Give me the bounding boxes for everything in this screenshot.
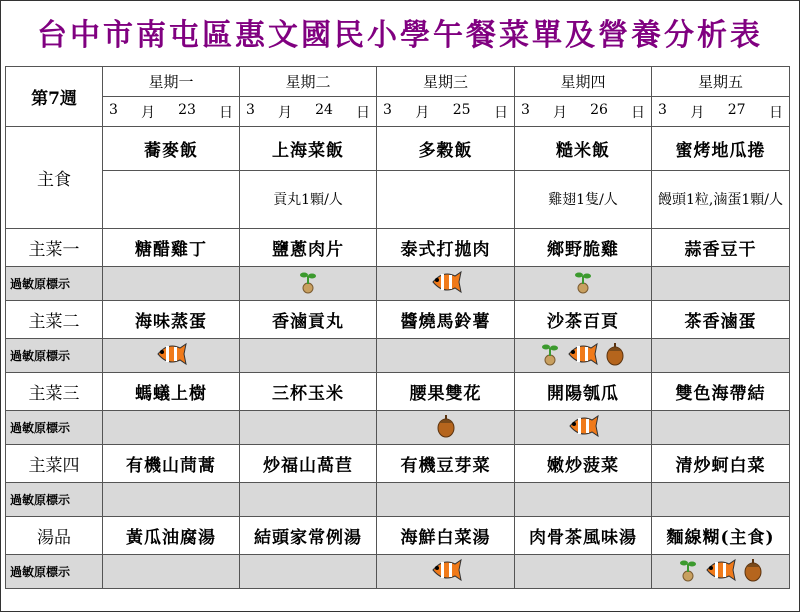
date-day-unit: 日 (355, 104, 370, 121)
date-day-unit: 日 (218, 104, 233, 121)
dish-name: 嫩炒菠菜 (515, 445, 652, 483)
dish-name: 蕎麥飯 (103, 127, 240, 171)
allergen-cell (240, 411, 377, 445)
dish-name: 開陽瓠瓜 (515, 373, 652, 411)
fish-icon (703, 558, 737, 586)
menu-row (6, 373, 790, 411)
side-item: 雞翅1隻/人 (515, 171, 652, 229)
allergen-cell (377, 483, 515, 517)
allergen-cell (103, 555, 240, 589)
dish-name: 茶香滷蛋 (652, 301, 790, 339)
allergen-label: 過敏原標示 (6, 555, 103, 589)
dish-name: 有機豆芽菜 (377, 445, 515, 483)
dish-name: 糙米飯 (515, 127, 652, 171)
date-month-unit: 月 (141, 104, 155, 121)
day-name: 星期五 (652, 67, 790, 97)
day-name: 星期三 (377, 67, 515, 97)
dish-name: 麵線糊(主食) (652, 517, 790, 555)
dish-name: 海味蒸蛋 (103, 301, 240, 339)
date-month: 3 (246, 101, 255, 118)
page-title: 台中市南屯區惠文國民小學午餐菜單及營養分析表 (37, 18, 763, 53)
category-label: 湯品 (6, 517, 103, 555)
date-month: 3 (383, 101, 392, 118)
dish-name: 雙色海帶結 (652, 373, 790, 411)
allergen-cell (652, 339, 790, 373)
allergen-cell (515, 267, 652, 301)
dish-name: 螞蟻上樹 (103, 373, 240, 411)
dish-name: 香滷貢丸 (240, 301, 377, 339)
date-day-unit: 日 (630, 104, 645, 121)
dish-name: 結頭家常例湯 (240, 517, 377, 555)
allergen-cell (103, 411, 240, 445)
date-month-unit: 月 (553, 104, 567, 121)
allergen-cell (515, 339, 652, 373)
dish-name: 肉骨茶風味湯 (515, 517, 652, 555)
allergen-cell (377, 267, 515, 301)
allergen-cell (240, 483, 377, 517)
fish-icon (565, 342, 599, 370)
allergen-row (6, 411, 790, 445)
day-name: 星期一 (103, 67, 240, 97)
day-name: 星期四 (515, 67, 652, 97)
fish-icon (429, 270, 463, 298)
allergen-cell (377, 339, 515, 373)
date-day: 24 (315, 101, 333, 118)
category-label: 主菜一 (6, 229, 103, 267)
week-label: 第7週 (6, 67, 103, 127)
date-cell (240, 97, 377, 127)
allergen-cell (515, 483, 652, 517)
menu-table (5, 66, 790, 589)
side-item: 貢丸1顆/人 (240, 171, 377, 229)
dish-name: 糖醋雞丁 (103, 229, 240, 267)
dish-name: 黃瓜油腐湯 (103, 517, 240, 555)
dish-name: 鄉野脆雞 (515, 229, 652, 267)
allergen-cell (240, 339, 377, 373)
dish-name: 有機山茼蒿 (103, 445, 240, 483)
soy-sprout-icon (679, 558, 697, 586)
date-day: 25 (452, 101, 471, 118)
date-cell (652, 97, 790, 127)
allergen-cell (652, 411, 790, 445)
allergen-cell (240, 555, 377, 589)
dish-name: 沙茶百頁 (515, 301, 652, 339)
date-month-unit: 月 (690, 104, 705, 121)
allergen-cell (377, 411, 515, 445)
menu-row (6, 229, 790, 267)
allergen-row (6, 339, 790, 373)
category-label: 主菜二 (6, 301, 103, 339)
soy-sprout-icon (574, 270, 592, 298)
allergen-cell (652, 483, 790, 517)
day-name: 星期二 (240, 67, 377, 97)
nut-icon (743, 558, 763, 586)
dish-name: 泰式打拋肉 (377, 229, 515, 267)
date-day-unit: 日 (768, 104, 783, 121)
dish-name: 蒜香豆干 (652, 229, 790, 267)
fish-icon (154, 342, 188, 370)
side-item: 饅頭1粒,滷蛋1顆/人 (652, 171, 790, 229)
date-day: 23 (178, 101, 196, 118)
menu-row (6, 127, 790, 171)
date-month: 3 (658, 101, 667, 118)
allergen-label: 過敏原標示 (6, 339, 103, 373)
allergen-row (6, 267, 790, 301)
allergen-cell (103, 339, 240, 373)
fish-icon (429, 558, 463, 586)
soy-sprout-icon (541, 342, 559, 370)
side-row (6, 171, 790, 229)
date-cell (515, 97, 652, 127)
fish-icon (566, 414, 600, 442)
date-day: 27 (727, 101, 746, 118)
category-label: 主菜四 (6, 445, 103, 483)
allergen-cell (377, 555, 515, 589)
soy-sprout-icon (299, 270, 317, 298)
dish-name: 上海菜飯 (240, 127, 377, 171)
menu-row (6, 445, 790, 483)
allergen-label: 過敏原標示 (6, 267, 103, 301)
nut-icon (436, 414, 456, 442)
category-label: 主食 (6, 127, 103, 229)
dish-name: 蜜烤地瓜捲 (652, 127, 790, 171)
nut-icon (605, 342, 625, 370)
dish-name: 醬燒馬鈴薯 (377, 301, 515, 339)
dish-name: 三杯玉米 (240, 373, 377, 411)
allergen-label: 過敏原標示 (6, 411, 103, 445)
date-day-unit: 日 (493, 104, 508, 121)
allergen-cell (103, 267, 240, 301)
dish-name: 炒福山萵苣 (240, 445, 377, 483)
menu-row (6, 517, 790, 555)
dish-name: 鹽蔥肉片 (240, 229, 377, 267)
date-month-unit: 月 (278, 104, 292, 121)
dish-name: 清炒蚵白菜 (652, 445, 790, 483)
allergen-cell (515, 411, 652, 445)
date-cell (377, 97, 515, 127)
allergen-cell (103, 483, 240, 517)
date-day: 26 (590, 101, 608, 118)
date-month: 3 (521, 101, 530, 118)
category-label: 主菜三 (6, 373, 103, 411)
date-cell (103, 97, 240, 127)
dish-name: 海鮮白菜湯 (377, 517, 515, 555)
allergen-label: 過敏原標示 (6, 483, 103, 517)
allergen-row (6, 483, 790, 517)
allergen-cell (652, 267, 790, 301)
menu-row (6, 301, 790, 339)
dish-name: 腰果雙花 (377, 373, 515, 411)
date-month-unit: 月 (415, 104, 430, 121)
allergen-cell (515, 555, 652, 589)
allergen-cell (652, 555, 790, 589)
side-item (377, 171, 515, 229)
dish-name: 多穀飯 (377, 127, 515, 171)
allergen-row (6, 555, 790, 589)
allergen-cell (240, 267, 377, 301)
side-item (103, 171, 240, 229)
date-month: 3 (109, 101, 118, 118)
